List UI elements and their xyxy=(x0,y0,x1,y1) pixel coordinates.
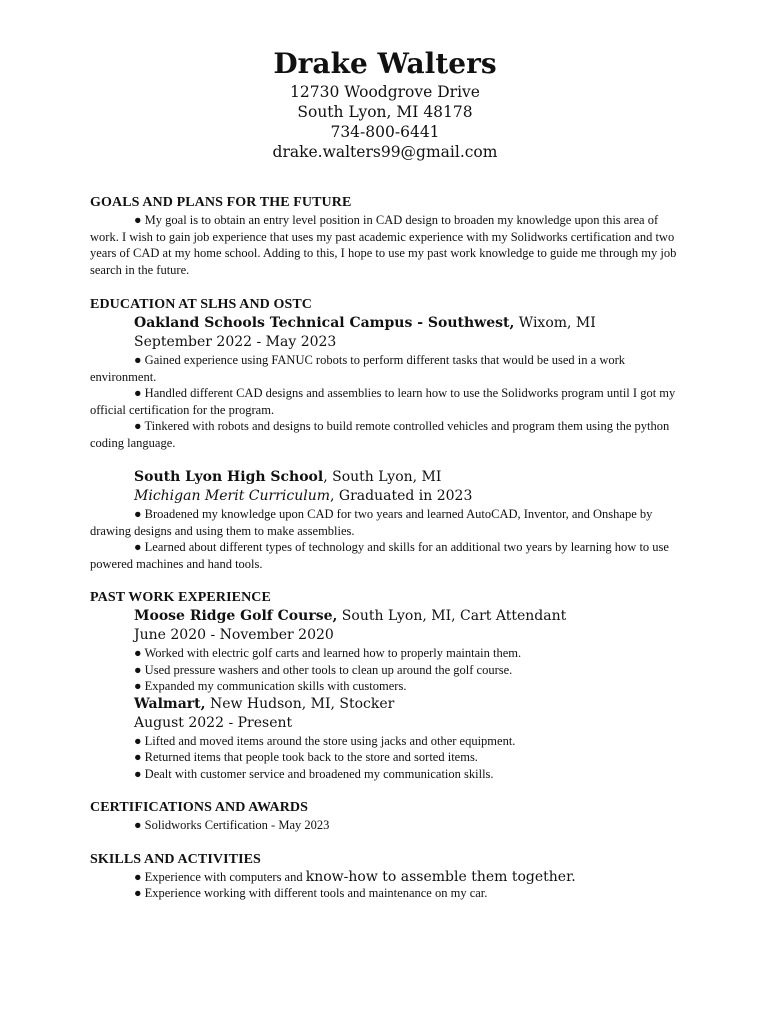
resume-header xyxy=(90,0,680,162)
slhs-graduated: , Graduated in 2023 xyxy=(330,488,473,504)
walmart-dates: August 2022 - Present xyxy=(134,714,293,731)
address-line: 12730 Woodgrove Drive xyxy=(290,83,480,101)
slhs-location: , South Lyon, MI xyxy=(323,469,442,485)
goals-text: ● My goal is to obtain an entry level position in CAD design to broaden my knowledge upon this area of work. I wish to gain job experience that uses my past academic experience with my Solidworks certification and two years of CAD at my home school. Adding to this, I hope to use my past work knowledge to guide me through my job search in the future. xyxy=(90,213,677,277)
walmart-details: New Hudson, MI, Stocker xyxy=(205,695,395,712)
section-title-certs: CERTIFICATIONS AND AWARDS xyxy=(90,800,309,815)
ostc-school: Oakland Schools Technical Campus - Southwest, xyxy=(134,315,515,331)
slhs-curriculum-line xyxy=(90,487,680,506)
goals-section xyxy=(90,194,680,278)
moose-bullet-1: ● Worked with electric golf carts and learned how to properly maintain them. xyxy=(134,646,522,660)
ostc-bullet-1: ● Gained experience using FANUC robots to perform different tasks that would be used in a work environment. xyxy=(90,353,626,384)
slhs-school: South Lyon High School xyxy=(134,469,324,485)
slhs-bullet-1: ● Broadened my knowledge upon CAD for two years and learned AutoCAD, Inventor, and Onshape by drawing designs and using them to make assemblies. xyxy=(90,507,653,538)
education-section xyxy=(90,296,680,572)
section-title-skills: SKILLS AND ACTIVITIES xyxy=(90,851,261,867)
resume-page xyxy=(90,0,680,902)
email-line: drake.walters99@gmail.com xyxy=(272,143,498,161)
phone-line: 734-800-6441 xyxy=(330,123,440,141)
moose-bullet-2: ● Used pressure washers and other tools to clean up around the golf course. xyxy=(134,662,513,677)
slhs-curriculum: Michigan Merit Curriculum xyxy=(134,488,331,504)
section-title-work: PAST WORK EXPERIENCE xyxy=(90,590,271,605)
walmart-heading xyxy=(90,695,680,714)
cert-item-1: ● Solidworks Certification - May 2023 xyxy=(134,818,330,832)
walmart-bullet-3: ● Dealt with customer service and broadened my communication skills. xyxy=(134,766,494,781)
ostc-bullet-2: ● Handled different CAD designs and assemblies to learn how to use the Solidworks program until I got my official certification for the program. xyxy=(90,386,676,417)
walmart-bullet-1: ● Lifted and moved items around the store using jacks and other equipment. xyxy=(134,733,516,748)
certs-section xyxy=(90,799,680,834)
candidate-name: Drake Walters xyxy=(273,47,497,80)
ostc-heading xyxy=(90,314,680,333)
city-line: South Lyon, MI 48178 xyxy=(297,103,473,121)
ostc-location: Wixom, MI xyxy=(514,315,596,331)
slhs-bullet-2: ● Learned about different types of technology and skills for an additional two years by learning how to use powered machines and hand tools. xyxy=(90,540,669,571)
walmart-bullet-2: ● Returned items that people took back to the store and sorted items. xyxy=(134,750,478,764)
skill-item-1-part-b: know-how to assemble them together. xyxy=(305,868,576,885)
skill-item-1 xyxy=(90,869,680,886)
moose-dates: June 2020 - November 2020 xyxy=(134,627,334,643)
section-title-education: EDUCATION AT SLHS AND OSTC xyxy=(90,297,312,312)
slhs-heading xyxy=(90,468,680,487)
moose-bullet-3: ● Expanded my communication skills with customers. xyxy=(134,679,407,693)
moose-details: South Lyon, MI, Cart Attendant xyxy=(337,608,567,624)
moose-heading xyxy=(90,607,680,626)
work-section xyxy=(90,589,680,782)
walmart-employer: Walmart, xyxy=(134,695,206,712)
skill-item-1-part-a: ● Experience with computers and xyxy=(134,869,306,884)
moose-employer: Moose Ridge Golf Course, xyxy=(134,608,338,624)
section-title-goals: GOALS AND PLANS FOR THE FUTURE xyxy=(90,195,352,210)
ostc-dates: September 2022 - May 2023 xyxy=(134,334,337,350)
ostc-bullet-3: ● Tinkered with robots and designs to build remote controlled vehicles and program them using the python coding language. xyxy=(90,419,670,450)
skill-item-2: ● Experience working with different tools and maintenance on my car. xyxy=(134,886,488,900)
skills-section xyxy=(90,851,680,902)
